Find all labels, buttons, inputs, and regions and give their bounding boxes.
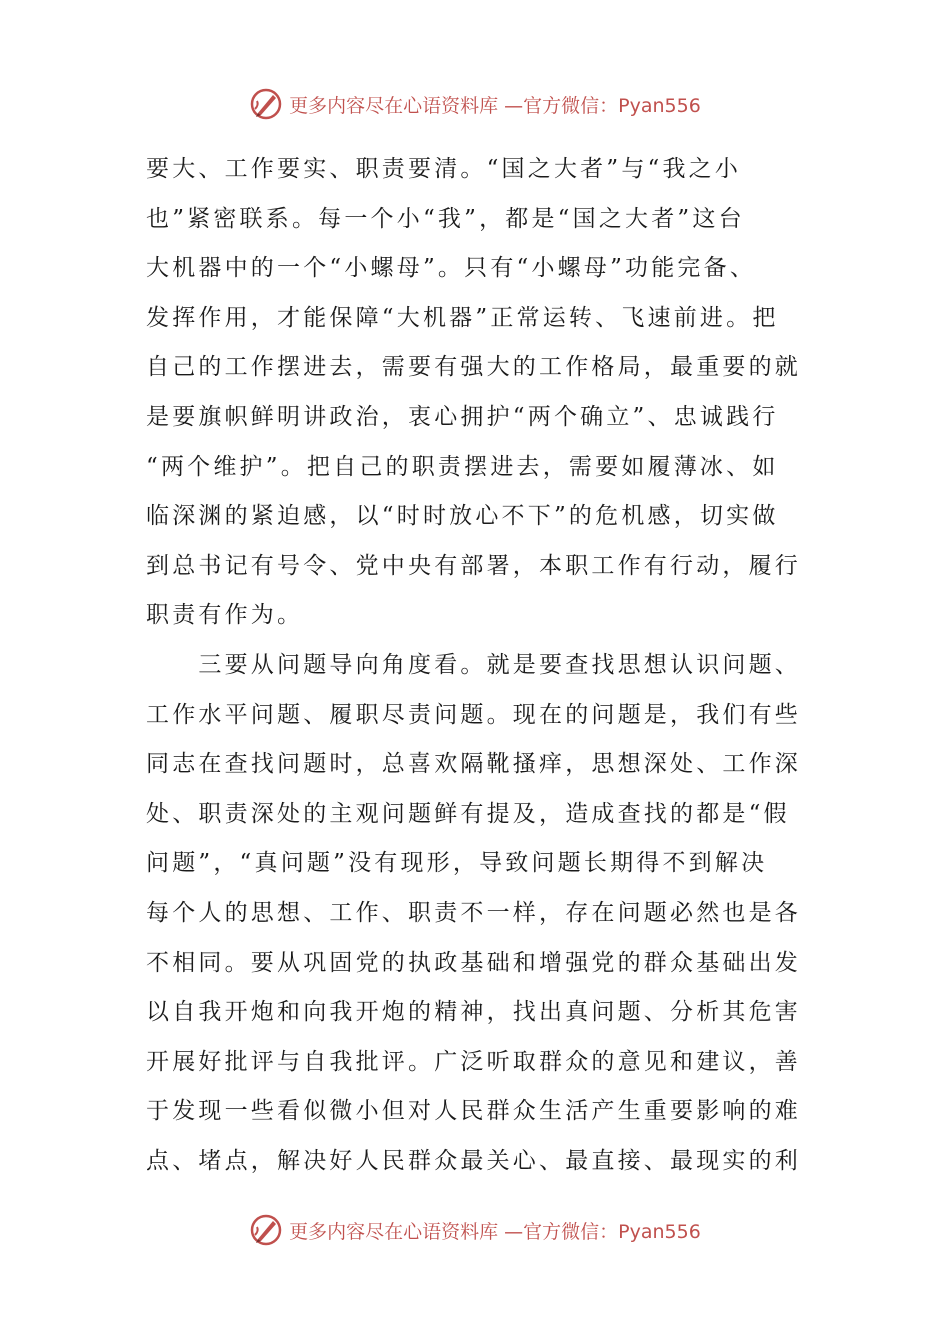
text-line: 同志在查找问题时，总喜欢隔靴搔痒，思想深处、工作深 [146,751,801,778]
banner-main-text: 更多内容尽在心语资料库 [289,1220,499,1243]
text-line: 以自我开炮和向我开炮的精神，找出真问题、分析其危害 [146,999,801,1026]
text-line: 每个人的思想、工作、职责不一样，存在问题必然也是各 [146,899,801,926]
banner-wechat-text: —官方微信：Pyan556 [504,94,701,117]
text-line: 工作水平问题、履职尽责问题。现在的问题是，我们有些 [146,701,801,728]
text-line: 要大、工作要实、职责要清。“国之大者”与“我之小 [146,156,742,182]
text-line: 三要从问题导向角度看。就是要查找思想认识问题、 [146,651,801,678]
text-line: 大机器中的一个“小螺母”。只有“小螺母”功能完备、 [146,255,757,282]
text-line: 到总书记有号令、党中央有部署，本职工作有行动，履行 [146,552,801,579]
text-line: 职责有作为。 [146,602,304,629]
text-line: 处、职责深处的主观问题鲜有提及，造成查找的都是“假 [146,800,790,827]
footer-banner [0,1210,950,1250]
text-line: 于发现一些看似微小但对人民群众生活产生重要影响的难 [146,1098,801,1125]
text-line: 是要旗帜鲜明讲政治，衷心拥护“两个确立”、忠诚践行 [146,403,779,430]
document-body [146,145,806,1186]
text-line: 发挥作用，才能保障“大机器”正常运转、飞速前进。把 [146,304,779,331]
text-line: 点、堵点，解决好人民群众最关心、最直接、最现实的利 [146,1147,801,1174]
pen-logo-icon [249,1213,283,1247]
banner-main-text: 更多内容尽在心语资料库 [289,94,499,117]
text-line: 问题”，“真问题”没有现形，导致问题长期得不到解决 [146,850,768,877]
text-line: 不相同。要从巩固党的执政基础和增强党的群众基础出发 [146,949,801,976]
text-line: 自己的工作摆进去，需要有强大的工作格局，最重要的就 [146,354,801,381]
text-line: 临深渊的紧迫感，以“时时放心不下”的危机感，切实做 [146,503,779,530]
banner-wechat-text: —官方微信：Pyan556 [504,1220,701,1243]
text-line: 也”紧密联系。每一个小“我”，都是“国之大者”这台 [146,205,745,232]
header-banner [0,84,950,124]
text-line: “两个维护”。把自己的职责摆进去，需要如履薄冰、如 [146,453,779,480]
pen-logo-icon [249,87,283,121]
text-line: 开展好批评与自我批评。广泛听取群众的意见和建议，善 [146,1048,801,1075]
